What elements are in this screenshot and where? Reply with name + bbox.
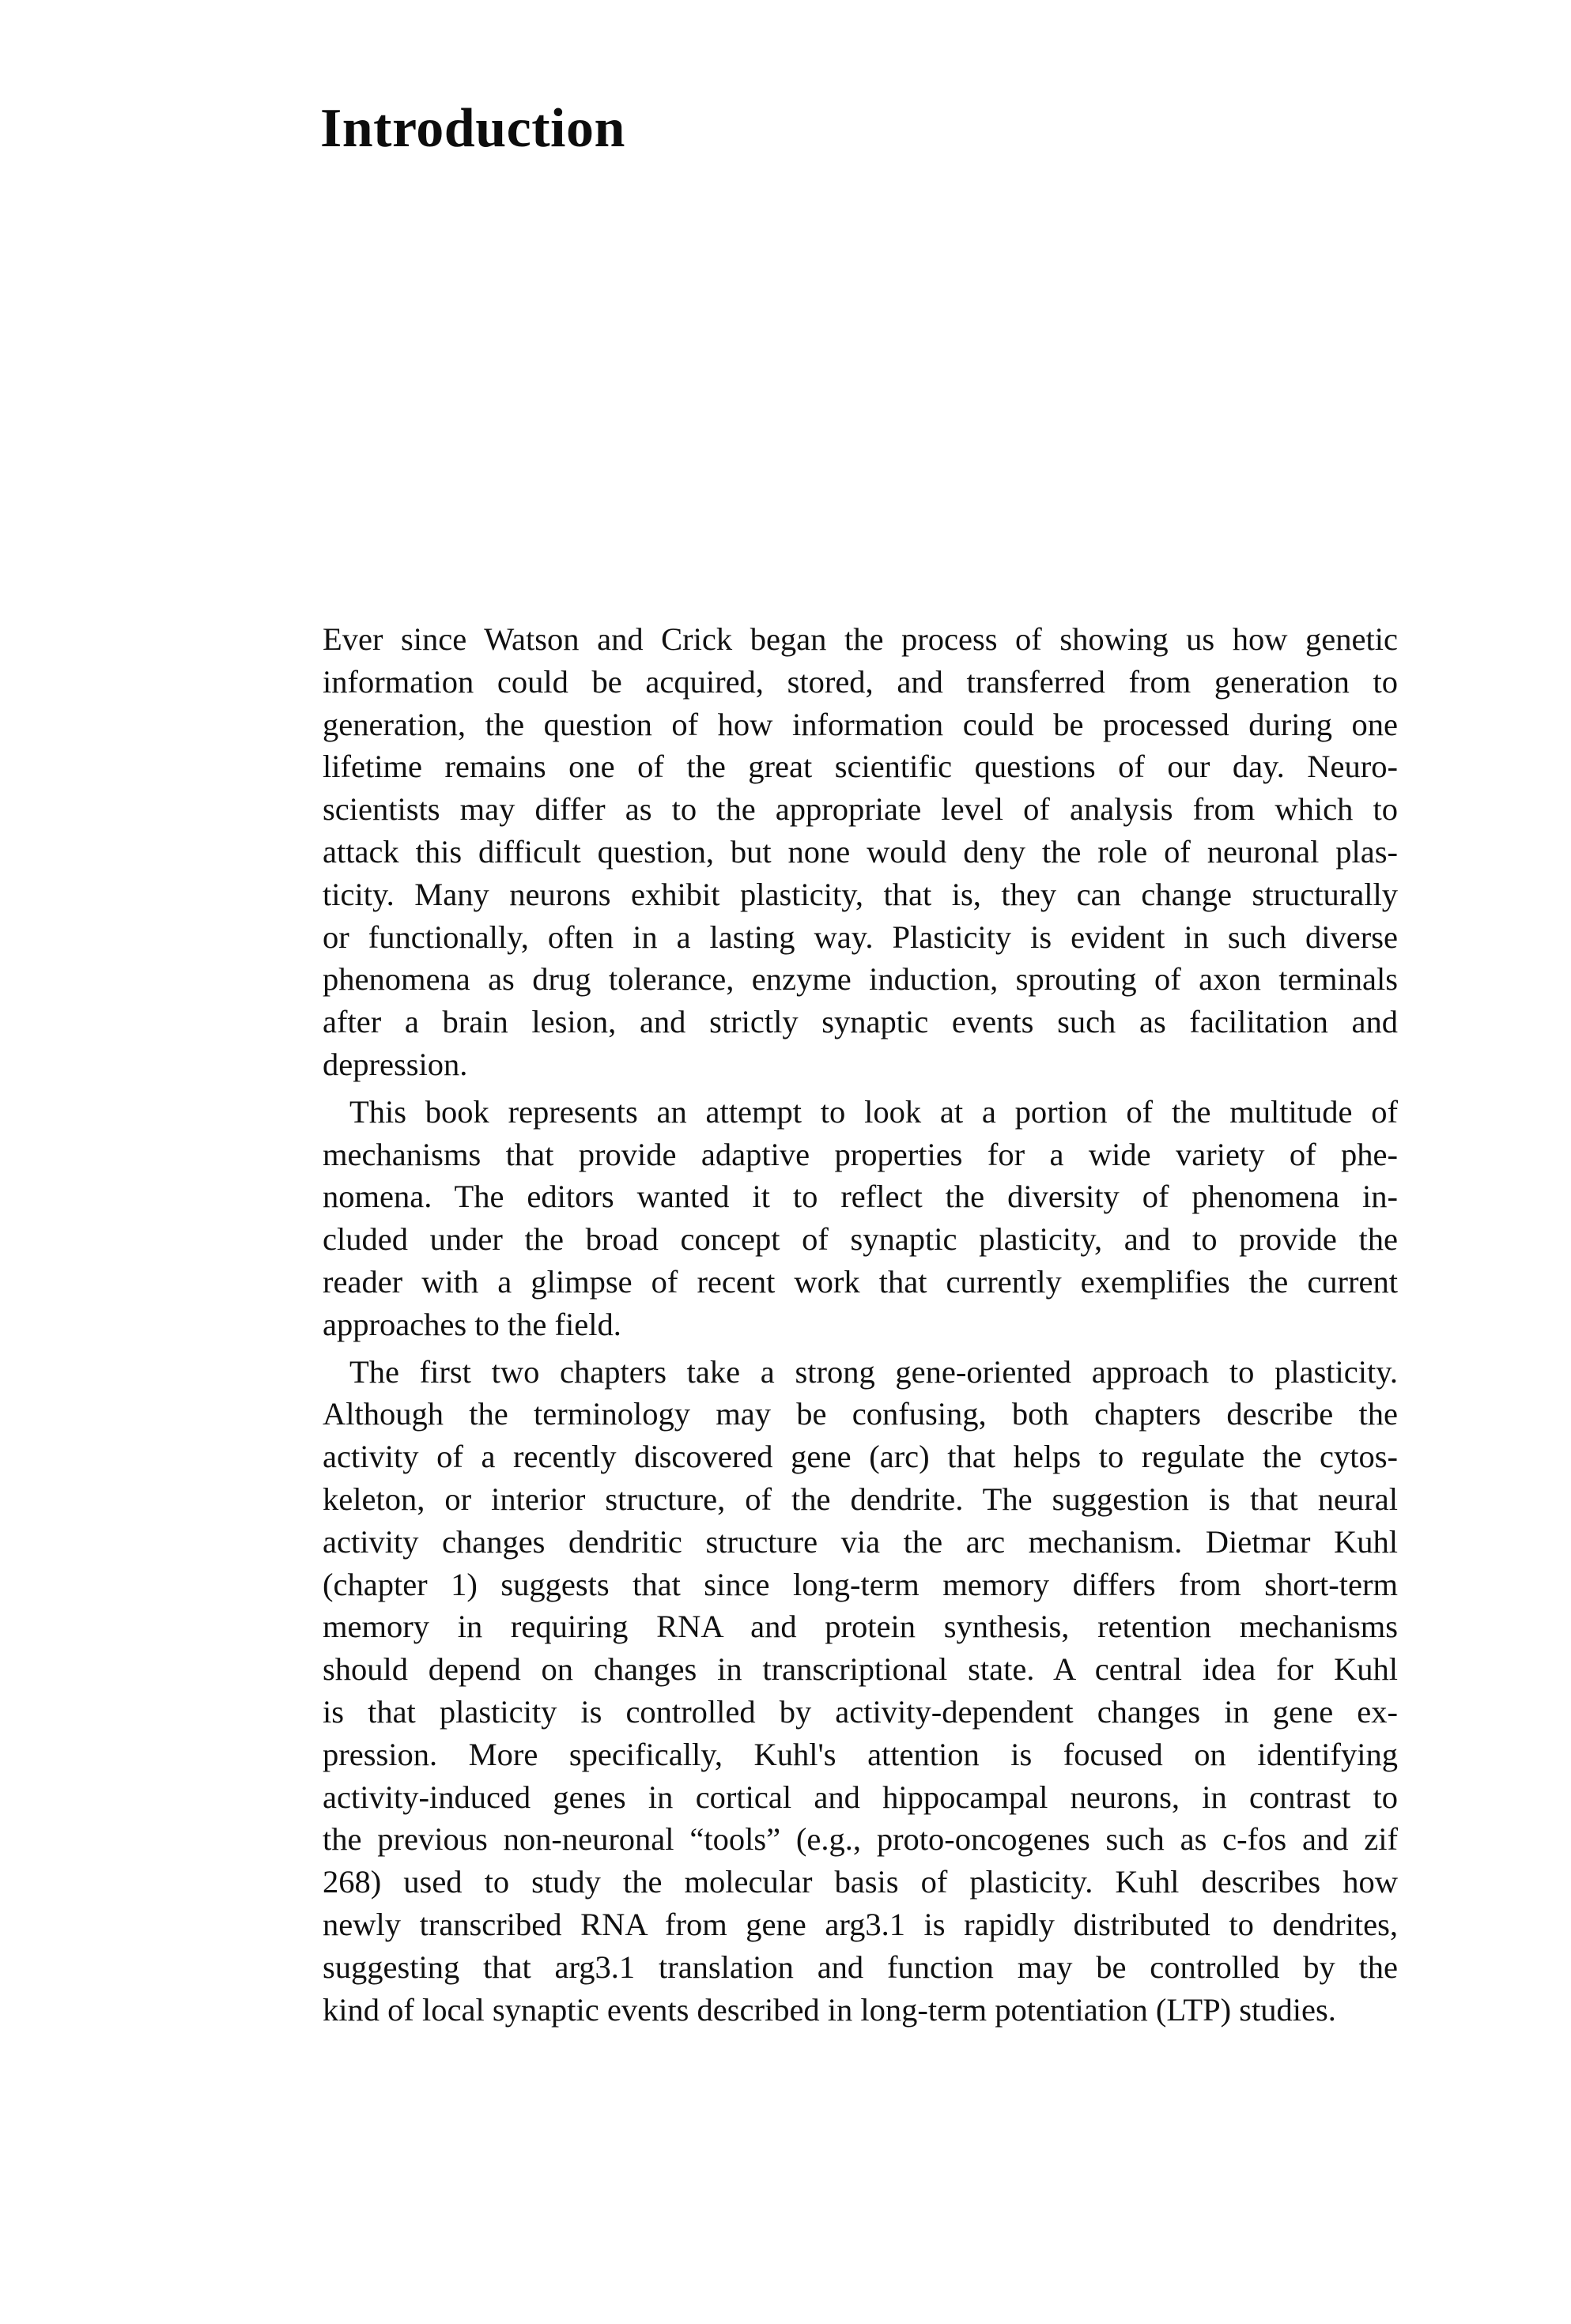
- text-line: Although the terminology may be confusing, both chapters describe the: [323, 1396, 1398, 1432]
- text-line: activity changes dendritic structure via the arc mechanism. Dietmar Kuhl: [323, 1523, 1398, 1560]
- text-line: keleton, or interior structure, of the dendrite. The suggestion is that neural: [323, 1481, 1398, 1517]
- text-line: the previous non-neuronal “tools” (e.g., proto-oncogenes such as c-fos and zif: [323, 1821, 1398, 1858]
- text-line: memory in requiring RNA and protein synthesis, retention mechanisms: [323, 1609, 1398, 1645]
- text-line: or functionally, often in a lasting way. Plasticity is evident in such diverse: [323, 919, 1398, 955]
- text-line: pression. More specifically, Kuhl's attention is focused on identifying: [323, 1736, 1398, 1772]
- paragraph-2: [323, 1091, 1398, 1346]
- text-line: kind of local synaptic events described in long-term potentiation (LTP) studies.: [323, 1991, 1336, 2028]
- text-line: This book represents an attempt to look at a portion of the multitude of: [349, 1093, 1398, 1130]
- text-line: attack this difficult question, but none would deny the role of neuronal plas-: [323, 833, 1398, 870]
- text-line: activity-induced genes in cortical and hippocampal neurons, in contrast to: [323, 1779, 1398, 1815]
- text-line: (chapter 1) suggests that since long-term memory differs from short-term: [323, 1566, 1398, 1602]
- text-line: The first two chapters take a strong gene-oriented approach to plasticity.: [349, 1353, 1398, 1390]
- text-line: ticity. Many neurons exhibit plasticity, that is, they can change structurally: [323, 876, 1398, 912]
- text-line: lifetime remains one of the great scientific questions of our day. Neuro-: [323, 749, 1398, 785]
- text-line: phenomena as drug tolerance, enzyme induction, sprouting of axon terminals: [323, 961, 1398, 998]
- chapter-title: Introduction: [320, 98, 625, 159]
- text-line: should depend on changes in transcriptional state. A central idea for Kuhl: [323, 1651, 1398, 1688]
- text-line: 268) used to study the molecular basis of plasticity. Kuhl describes how: [323, 1864, 1398, 1900]
- text-line: is that plasticity is controlled by activity-dependent changes in gene ex-: [323, 1693, 1398, 1730]
- paragraph-3: [323, 1351, 1398, 2032]
- text-line: mechanisms that provide adaptive properties for a wide variety of phe-: [323, 1136, 1398, 1172]
- text-line: cluded under the broad concept of synaptic plasticity, and to provide the: [323, 1221, 1398, 1258]
- text-line: reader with a glimpse of recent work that currently exemplifies the current: [323, 1263, 1398, 1300]
- text-line: scientists may differ as to the appropriate level of analysis from which to: [323, 791, 1398, 828]
- text-line: information could be acquired, stored, and transferred from generation to: [323, 663, 1398, 700]
- text-line: depression.: [323, 1046, 468, 1082]
- text-line: generation, the question of how information could be processed during one: [323, 706, 1398, 742]
- text-line: approaches to the field.: [323, 1306, 621, 1342]
- body-text: [323, 618, 1398, 2035]
- text-line: Ever since Watson and Crick began the process of showing us how genetic: [323, 621, 1398, 657]
- text-line: newly transcribed RNA from gene arg3.1 is rapidly distributed to dendrites,: [323, 1906, 1398, 1942]
- text-line: activity of a recently discovered gene (arc) that helps to regulate the cytos-: [323, 1439, 1398, 1475]
- text-line: suggesting that arg3.1 translation and function may be controlled by the: [323, 1949, 1398, 1985]
- text-line: nomena. The editors wanted it to reflect the diversity of phenomena in-: [323, 1179, 1398, 1215]
- text-line: after a brain lesion, and strictly synaptic events such as facilitation and: [323, 1004, 1398, 1040]
- paragraph-1: [323, 618, 1398, 1086]
